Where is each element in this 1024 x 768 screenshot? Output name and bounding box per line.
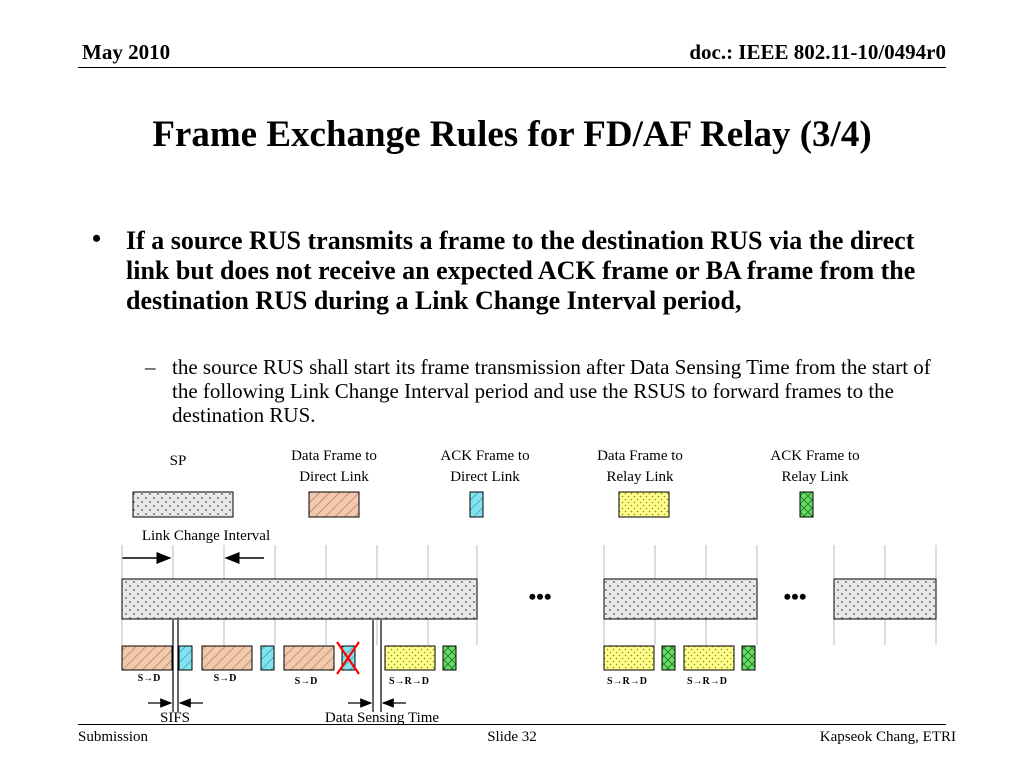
- data-direct-frame: [202, 646, 252, 670]
- frame-exchange-diagram: [0, 440, 1024, 730]
- sub-bullet-text: the source RUS shall start its frame transmission after Data Sensing Time from the start of the following Link Change Interval period and use the RSUS to forward frames to the destination RUS.: [172, 355, 931, 427]
- legend-data-direct-swatch: [309, 492, 359, 517]
- legend-ack-direct-swatch: [470, 492, 483, 517]
- ack-relay-frame: [662, 646, 675, 670]
- footer-submission: Submission: [78, 729, 149, 745]
- data-relay-frame: [684, 646, 734, 670]
- frame-labels: [138, 673, 727, 687]
- legend-sp-swatch: [133, 492, 233, 517]
- footer-author: Kapseok Chang, ETRI: [819, 729, 956, 745]
- legend-ack-relay-label-1: ACK Frame to: [770, 448, 860, 464]
- ack-relay-frame: [742, 646, 755, 670]
- bullet-text: If a source RUS transmits a frame to the destination RUS via the direct link but does not receive an expected ACK frame or BA frame from the destination RUS during a Link Change Interval period,: [126, 226, 916, 315]
- legend-data-relay-swatch: [619, 492, 669, 517]
- ellipsis-1: •••: [528, 584, 552, 609]
- ellipsis-2: •••: [783, 584, 807, 609]
- frame-label: S→R→D: [686, 676, 728, 687]
- legend-data-relay-label-2: Relay Link: [606, 469, 674, 485]
- legend: [133, 448, 860, 517]
- sp-bar-1: [122, 579, 477, 619]
- legend-data-direct-label-1: Data Frame to: [291, 448, 377, 464]
- data-relay-frame: [385, 646, 435, 670]
- sub-bullet-marker: –: [145, 355, 156, 379]
- frame-label: S→D: [137, 673, 161, 684]
- legend-ack-relay-swatch: [800, 492, 813, 517]
- header-rule: [78, 67, 946, 68]
- frame-label: S→D: [213, 673, 237, 684]
- link-change-interval-label: Link Change Interval: [141, 528, 271, 544]
- data-sensing-time-label: Data Sensing Time: [324, 710, 440, 726]
- data-direct-frame: [284, 646, 334, 670]
- frame-label: S→R→D: [388, 676, 430, 687]
- data-relay-frame: [604, 646, 654, 670]
- legend-ack-direct-label-2: Direct Link: [450, 469, 520, 485]
- header-date: May 2010: [82, 40, 171, 64]
- frame-label: S→D: [294, 676, 318, 687]
- bullet-marker: •: [92, 224, 102, 253]
- footer-slide-number: Slide 32: [487, 729, 537, 745]
- footer-rule: [78, 724, 946, 725]
- sifs-label: SIFS: [159, 710, 191, 726]
- legend-data-direct-label-2: Direct Link: [299, 469, 369, 485]
- frame-label: S→R→D: [606, 676, 648, 687]
- header-doc-id: doc.: IEEE 802.11-10/0494r0: [689, 40, 946, 64]
- ack-direct-frame: [261, 646, 274, 670]
- ack-relay-frame: [443, 646, 456, 670]
- legend-data-relay-label-1: Data Frame to: [597, 448, 683, 464]
- legend-ack-direct-label-1: ACK Frame to: [440, 448, 530, 464]
- legend-sp-label: SP: [169, 453, 187, 469]
- data-direct-frame: [122, 646, 172, 670]
- sp-bar-2: [604, 579, 757, 619]
- sp-bar-3: [834, 579, 936, 619]
- slide-title: Frame Exchange Rules for FD/AF Relay (3/4): [152, 114, 872, 155]
- legend-ack-relay-label-2: Relay Link: [781, 469, 849, 485]
- frame-row: [122, 642, 755, 674]
- ack-direct-frame: [179, 646, 192, 670]
